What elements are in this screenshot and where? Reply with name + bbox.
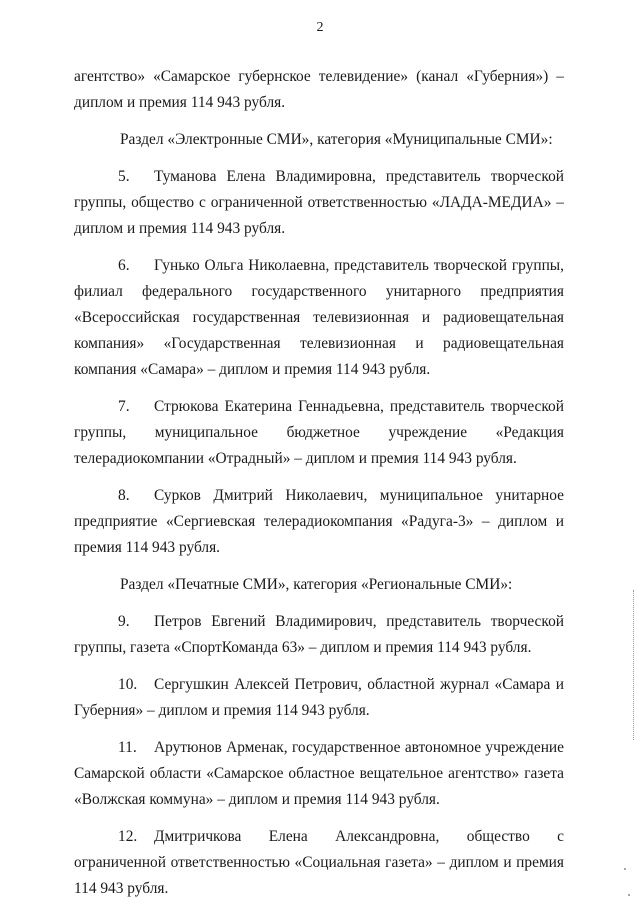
scan-speck	[628, 894, 630, 896]
list-item-8	[74, 483, 564, 561]
section-heading-electronic-media	[74, 127, 564, 153]
item-number: 5.	[118, 168, 130, 185]
item-number: 10.	[118, 676, 138, 693]
scan-edge-marks	[632, 590, 634, 740]
item-number: 6.	[118, 257, 130, 274]
item-number: 8.	[118, 487, 130, 504]
item-number: 11.	[118, 739, 137, 756]
list-item-11	[74, 735, 564, 813]
item-number: 12.	[118, 828, 138, 845]
list-item-12	[74, 824, 564, 902]
section-heading-text: Раздел «Печатные СМИ», категория «Региональные СМИ»:	[120, 576, 513, 593]
item-text: Петров Евгений Владимирович, представитель творческой группы, газета «СпортКоманда 63» – диплом и премия 114 943 рубля.	[74, 613, 564, 656]
item-number: 7.	[118, 398, 130, 415]
item-text: Гунько Ольга Николаевна, представитель творческой группы, филиал федерального государственного унитарного предприятия «Всероссийская государственная телевизионная и радиовещательная компания» «Государственная телевизионная и радиовещательная компания «Самара» – диплом и премия 114 943 рубля.	[74, 257, 564, 378]
item-text: Сурков Дмитрий Николаевич, муниципальное унитарное предприятие «Сергиевская телерадиокомпания «Радуга-3» – диплом и премия 114 943 рубля.	[74, 487, 564, 556]
list-item-9	[74, 609, 564, 661]
paragraph-continued	[74, 64, 564, 116]
paragraph-text: агентство» «Самарское губернское телевидение» (канал «Губерния») – диплом и премия 114 943 рубля.	[74, 68, 564, 111]
item-text: Сергушкин Алексей Петрович, областной журнал «Самара и Губерния» – диплом и премия 114 943 рубля.	[74, 676, 564, 719]
item-text: Дмитричкова Елена Александровна, общество с ограниченной ответственностью «Социальная газета» – диплом и премия 114 943 рубля.	[74, 828, 564, 897]
list-item-10	[74, 672, 564, 724]
list-item-6	[74, 253, 564, 383]
list-item-7	[74, 394, 564, 472]
item-text: Арутюнов Арменак, государственное автономное учреждение Самарской области «Самарское областное вещательное агентство» газета «Волжская коммуна» – диплом и премия 114 943 рубля.	[74, 739, 564, 808]
section-heading-text: Раздел «Электронные СМИ», категория «Муниципальные СМИ»:	[120, 131, 553, 148]
section-heading-print-media	[74, 572, 564, 598]
item-text: Туманова Елена Владимировна, представитель творческой группы, общество с ограниченной ответственностью «ЛАДА-МЕДИА» – диплом и премия 114 943 рубля.	[74, 168, 564, 237]
scan-speck	[624, 868, 626, 870]
document-body	[74, 64, 564, 913]
page-number: 2	[316, 20, 324, 35]
item-text: Стрюкова Екатерина Геннадьевна, представитель творческой группы, муниципальное бюджетное учреждение «Редакция телерадиокомпании «Отрадный» – диплом и премия 114 943 рубля.	[74, 398, 564, 467]
item-number: 9.	[118, 613, 130, 630]
list-item-5	[74, 164, 564, 242]
